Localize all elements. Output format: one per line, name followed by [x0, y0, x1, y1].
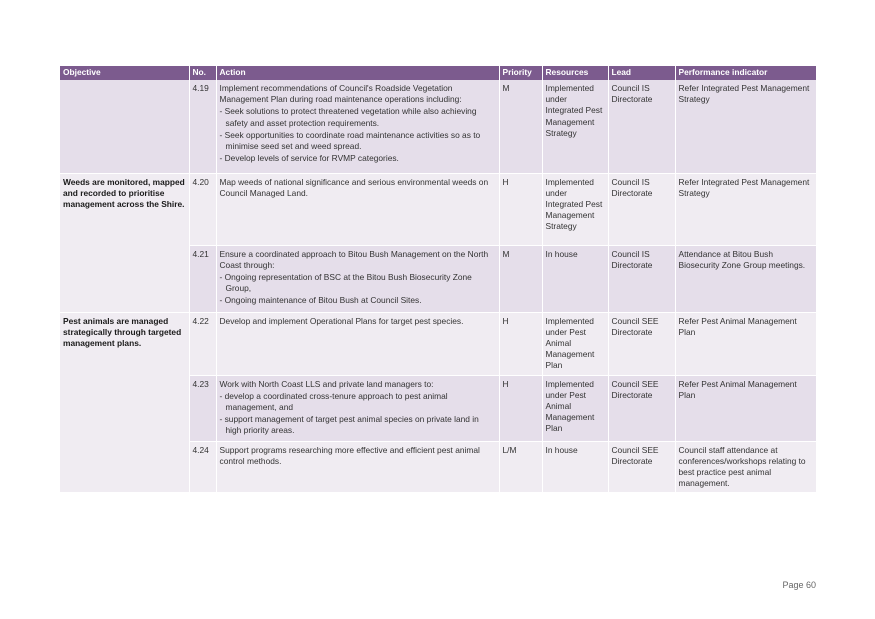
action-cell [216, 173, 499, 245]
resources-cell: Implemented under Pest Animal Management Plan [542, 375, 608, 441]
lead-cell: Council SEE Directorate [608, 312, 675, 375]
priority-cell: L/M [499, 441, 542, 493]
resources-cell: Implemented under Integrated Pest Management Strategy [542, 173, 608, 245]
action-bullet: - Ongoing representation of BSC at the Bitou Bush Biosecurity Zone Group, [219, 271, 472, 294]
action-cell [216, 312, 499, 375]
resources-cell: Implemented under Integrated Pest Management Strategy [542, 80, 608, 173]
action-cell [216, 245, 499, 312]
row-number: 4.21 [189, 245, 216, 312]
header-performance-indicator: Performance indicator [675, 66, 816, 80]
row-number: 4.19 [189, 80, 216, 173]
action-plan-table [60, 66, 816, 493]
header-action: Action [216, 66, 499, 80]
lead-cell: Council SEE Directorate [608, 441, 675, 493]
action-bullet: - Seek solutions to protect threatened vegetation while also achieving safety and asset protection requirements. [219, 106, 477, 128]
priority-cell: M [499, 80, 542, 173]
action-bullet: - Seek opportunities to coordinate road maintenance activities so as to minimise seed set and weed spread. [219, 129, 481, 152]
header-priority: Priority [499, 66, 542, 80]
lead-cell: Council IS Directorate [608, 173, 675, 245]
action-cell [216, 80, 499, 173]
priority-cell: H [499, 312, 542, 375]
action-bullet: - support management of target pest animal species on private land in high priority areas. [219, 414, 479, 436]
action-bullet: - Develop levels of service for RVMP categories. [219, 153, 399, 164]
header-lead: Lead [608, 66, 675, 80]
indicator-cell: Refer Pest Animal Management Plan [675, 375, 816, 441]
priority-cell: M [499, 245, 542, 312]
resources-cell: In house [542, 245, 608, 312]
header-objective: Objective [60, 66, 189, 80]
row-number: 4.23 [189, 375, 216, 441]
table-row [60, 173, 816, 245]
action-text: Map weeds of national significance and serious environmental weeds on Council Managed Land. [219, 176, 489, 198]
indicator-cell: Refer Pest Animal Management Plan [675, 312, 816, 375]
page-number: Page 60 [782, 580, 816, 590]
priority-cell: H [499, 375, 542, 441]
lead-cell: Council IS Directorate [608, 245, 675, 312]
row-number: 4.24 [189, 441, 216, 493]
row-number: 4.22 [189, 312, 216, 375]
action-bullet: - develop a coordinated cross-tenure approach to pest animal management, and [219, 390, 448, 412]
action-cell [216, 375, 499, 441]
lead-cell: Council IS Directorate [608, 80, 675, 173]
objective-cell-empty [60, 80, 189, 173]
priority-cell: H [499, 173, 542, 245]
action-text: Work with North Coast LLS and private land managers to: [219, 378, 434, 389]
action-text: Support programs researching more effective and efficient pest animal control methods. [219, 444, 480, 466]
indicator-cell: Refer Integrated Pest Management Strategy [675, 173, 816, 245]
row-number: 4.20 [189, 173, 216, 245]
resources-cell: In house [542, 441, 608, 493]
action-text: Ensure a coordinated approach to Bitou Bush Management on the North Coast through: [219, 248, 489, 270]
objective-weeds: Weeds are monitored, mapped and recorded to prioritise management across the Shire. [60, 173, 189, 312]
header-no: No. [189, 66, 216, 80]
indicator-cell: Refer Integrated Pest Management Strategy [675, 80, 816, 173]
resources-cell: Implemented under Pest Animal Management Plan [542, 312, 608, 375]
table-row [60, 80, 816, 173]
table-header-row [60, 66, 816, 80]
action-text: Implement recommendations of Council's Roadside Vegetation Management Plan during road maintenance operations including: [219, 83, 462, 105]
header-resources: Resources [542, 66, 608, 80]
lead-cell: Council SEE Directorate [608, 375, 675, 441]
table-row [60, 312, 816, 375]
action-text: Develop and implement Operational Plans for target pest species. [219, 315, 464, 326]
objective-pests: Pest animals are managed strategically through targeted management plans. [60, 312, 189, 493]
action-cell [216, 441, 499, 493]
indicator-cell: Council staff attendance at conferences/workshops relating to best practice pest animal management. [675, 441, 816, 493]
indicator-cell: Attendance at Bitou Bush Biosecurity Zone Group meetings. [675, 245, 816, 312]
action-bullet: - Ongoing maintenance of Bitou Bush at Council Sites. [219, 295, 422, 306]
